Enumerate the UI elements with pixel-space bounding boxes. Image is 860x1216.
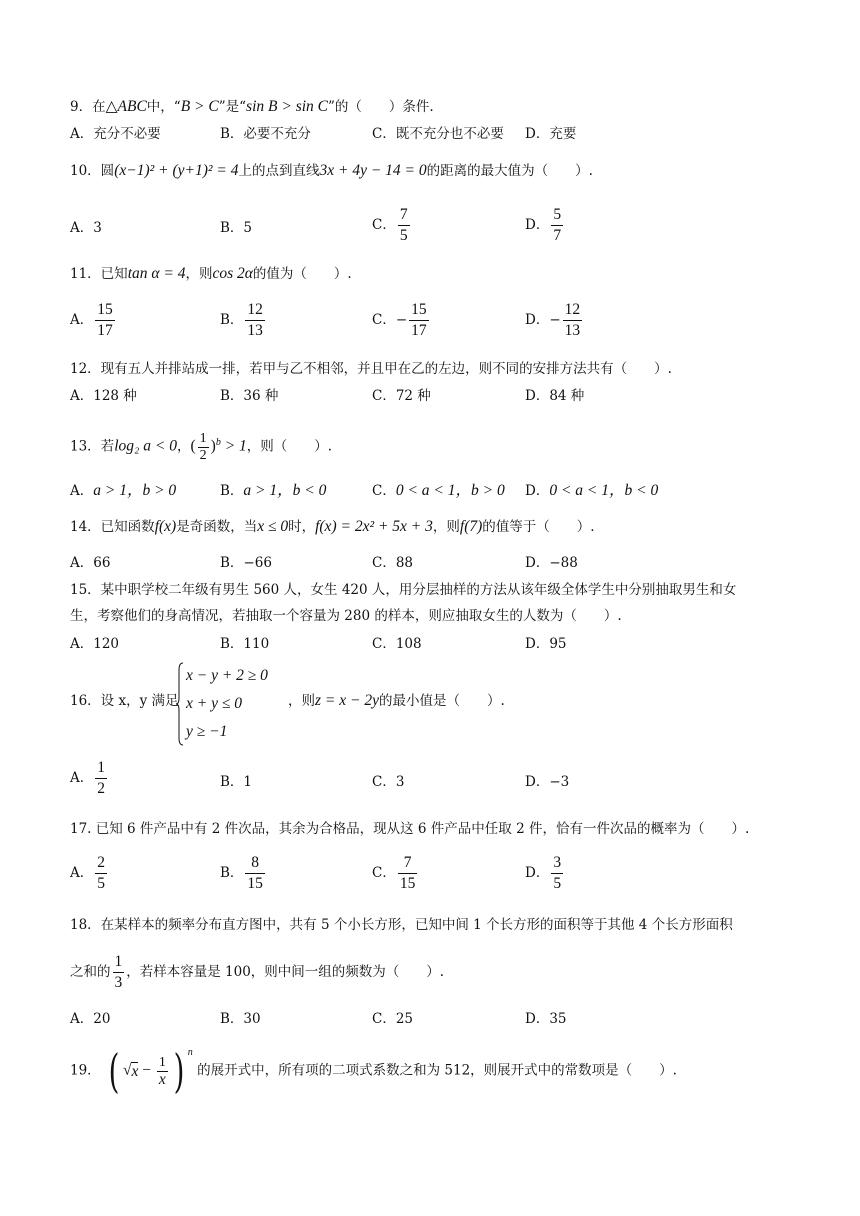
q16-b-value: 1: [243, 774, 253, 790]
q9-math-2: sin B > sin C: [246, 98, 328, 115]
q13-option-a[interactable]: [70, 481, 176, 501]
q11-a-den: 17: [97, 322, 113, 339]
q16-stem-pre: 16．设 x，y 满足: [70, 693, 179, 709]
q17-d-num: 3: [551, 853, 563, 874]
q13-math-log: log₂ a < 0: [114, 437, 177, 455]
q10-math-circle: (x−1)² + (y+1)² = 4: [114, 162, 239, 179]
q10-options: [70, 205, 800, 257]
q14-math-2: x ≤ 0: [257, 518, 289, 535]
q17-d-fraction: [551, 853, 563, 894]
q13-stem-pre: 13．若: [70, 438, 115, 455]
q16-option-b[interactable]: [220, 772, 252, 792]
q17-d-den: 5: [553, 875, 562, 892]
q18-option-a[interactable]: A．20: [70, 1011, 111, 1027]
q11-c-sign: −: [395, 312, 408, 328]
q16-options: [70, 758, 800, 810]
q18-stem-pre: 之和的: [70, 964, 111, 980]
q16-stem-mid: ，则: [288, 693, 315, 709]
q10-d-num: 5: [551, 205, 563, 226]
q16-constraint-1: x − y + 2 ≥ 0: [186, 667, 268, 684]
q17-a-fraction: [95, 853, 107, 894]
question-15-line1: 15．某中职学校二年级有男生 560 人，女生 420 人，用分层抽样的方法从该年级全体学生中分别抽取男生和女: [70, 582, 737, 598]
q10-stem-mid: 上的点到直线: [238, 163, 320, 179]
q16-b-label: B．: [220, 774, 244, 790]
q13-options: [70, 481, 800, 501]
q9-option-b[interactable]: B．必要不充分: [220, 126, 311, 142]
question-16: [70, 662, 800, 744]
q13-paren-close: ): [210, 437, 216, 455]
q13-a-label: A．: [70, 483, 94, 499]
q10-stem-post: 的距离的最大值为（ ）.: [426, 163, 593, 179]
q9-option-c[interactable]: C．既不充分也不必要: [372, 126, 504, 142]
q12-option-a[interactable]: A．128 种: [70, 388, 137, 404]
q10-option-a[interactable]: [70, 218, 102, 238]
q17-options: [70, 853, 800, 905]
q10-math-line: 3x + 4y − 14 = 0: [319, 162, 427, 179]
q16-d-value: −3: [549, 774, 570, 790]
q11-b-fraction: [245, 300, 265, 341]
q18-den: 3: [114, 974, 123, 991]
q19-sqrt-sign: √: [122, 1061, 132, 1079]
q18-options: [70, 1009, 800, 1029]
q19-stem-post: 的展开式中，所有项的二项式系数之和为 512，则展开式中的常数项是（ ）.: [197, 1062, 677, 1079]
q17-a-den: 5: [97, 875, 105, 892]
q13-a-value: a > 1，b > 0: [93, 482, 177, 499]
q16-a-fraction: [95, 758, 107, 799]
q13-option-c[interactable]: [372, 481, 505, 501]
q17-option-a[interactable]: [70, 853, 109, 894]
q10-d-label: D．: [525, 217, 550, 233]
q10-option-c[interactable]: [372, 205, 412, 246]
q9-stem-post: ”的（ ）条件.: [328, 99, 434, 115]
question-18-line2: [70, 949, 800, 995]
q19-paren-close: ): [173, 1044, 185, 1098]
q14-stem-pre: 14．已知函数: [70, 519, 155, 535]
q16-math-z: z = x − 2y: [315, 692, 379, 709]
q19-sqrt-radicand: x: [131, 1062, 139, 1080]
q16-constraint-3: y ≥ −1: [186, 723, 228, 740]
q15-option-c[interactable]: C．108: [372, 636, 422, 652]
q9-stem-mid2: ”是“: [218, 99, 247, 115]
q11-c-den: 17: [411, 322, 427, 339]
q11-a-label: A．: [70, 312, 94, 328]
q17-c-fraction: [398, 853, 418, 894]
q10-d-fraction: [551, 205, 563, 246]
q13-num: 1: [199, 430, 207, 446]
q13-d-value: 0 < a < 1，b < 0: [549, 482, 659, 499]
q10-a-value: 3: [93, 220, 102, 236]
q9-math-1: B > C: [180, 98, 219, 115]
question-10: [70, 161, 800, 181]
q10-b-label: B．: [220, 220, 244, 236]
q13-b-label: B．: [220, 483, 244, 499]
q12-option-c[interactable]: C．72 种: [372, 388, 431, 404]
q18-stem-post: ，若样本容量是 100，则中间一组的频数为（ ）.: [126, 964, 445, 980]
q18-option-b[interactable]: B．30: [220, 1011, 261, 1027]
q16-a-label: A．: [70, 770, 94, 786]
q11-d-den: 13: [564, 322, 581, 339]
q17-option-d[interactable]: [525, 853, 565, 894]
q11-a-num: 15: [95, 300, 115, 321]
q10-stem-pre: 10．圆: [70, 163, 115, 179]
question-14: [70, 517, 800, 537]
q16-option-c[interactable]: [372, 772, 404, 792]
q14-stem-mid1: 是奇函数，当: [176, 519, 258, 535]
q17-a-label: A．: [70, 865, 94, 881]
question-13: [70, 420, 800, 466]
q16-brace-icon: [176, 662, 184, 746]
q11-b-den: 13: [247, 322, 263, 339]
q11-stem-pre: 11．已知: [70, 266, 128, 282]
q14-math-3: f(x) = 2x² + 5x + 3: [315, 518, 433, 535]
q11-option-b[interactable]: [220, 300, 267, 341]
q19-fraction: [157, 1055, 168, 1088]
q16-stem-tail: [288, 691, 505, 711]
question-15-line2: 生，考察他们的身高情况，若抽取一个容量为 280 的样本，则应抽取女生的人数为（ ）.: [70, 608, 622, 624]
q10-d-den: 7: [553, 227, 562, 244]
q11-b-label: B．: [220, 312, 244, 328]
question-11: [70, 264, 800, 284]
q16-constraint-2: x + y ≤ 0: [186, 695, 242, 712]
q17-b-label: B．: [220, 865, 244, 881]
q11-math-2: cos 2α: [212, 265, 253, 282]
q13-exponent: b: [215, 437, 221, 448]
q18-fraction: [113, 952, 125, 993]
q17-option-b[interactable]: [220, 853, 267, 894]
q14-math-1: f(x): [154, 518, 177, 535]
q13-option-b[interactable]: [220, 481, 326, 501]
q11-d-num: 12: [563, 300, 583, 321]
q11-d-label: D．: [525, 312, 550, 328]
q15-options: [70, 634, 800, 654]
q9-math-triangle: △ABC: [105, 98, 147, 115]
question-17: 17. 已知 6 件产品中有 2 件次品，其余为合格品，现从这 6 件产品中任取 2 件，恰有一件次品的概率为（ ）.: [70, 821, 750, 837]
q10-c-label: C．: [372, 217, 396, 233]
q14-math-4: f(7): [459, 518, 483, 535]
q14-option-d[interactable]: D．−88: [525, 555, 578, 571]
q10-b-value: 5: [243, 220, 253, 236]
q15-option-a[interactable]: A．120: [70, 636, 120, 652]
q14-option-a[interactable]: A．66: [70, 555, 111, 571]
q16-constraints: [176, 662, 268, 746]
q13-c-value: 0 < a < 1，b > 0: [395, 482, 505, 499]
q16-d-label: D．: [525, 774, 550, 790]
question-18-line1: 18．在某样本的频率分布直方图中，共有 5 个小长方形，已知中间 1 个长方形的面积等于其他 4 个长方形面积: [70, 917, 733, 933]
q10-option-b[interactable]: [220, 218, 252, 238]
q13-d-label: D．: [525, 483, 550, 499]
q14-stem-mid2: 时，: [288, 519, 316, 535]
q9-stem-mid: 中，“: [146, 99, 181, 115]
q13-option-d[interactable]: [525, 481, 658, 501]
q9-option-a[interactable]: A．充分不必要: [70, 126, 161, 142]
q11-c-label: C．: [372, 312, 396, 328]
q11-math-1: tan α = 4: [127, 265, 186, 282]
q19-minus: −: [138, 1061, 155, 1079]
q16-c-label: C．: [372, 774, 396, 790]
q13-den: 2: [199, 447, 207, 463]
q12-option-d[interactable]: D．84 种: [525, 388, 585, 404]
q10-c-fraction: [398, 205, 410, 246]
q18-num: 1: [113, 952, 125, 973]
q14-options: [70, 553, 800, 573]
q11-stem-post: 的值为（ ）.: [252, 266, 352, 282]
question-12: 12．现有五人并排站成一排，若甲与乙不相邻，并且甲在乙的左边，则不同的安排方法共有（ ）.: [70, 361, 672, 377]
q13-b-value: a > 1，b < 0: [243, 482, 327, 499]
q17-option-c[interactable]: [372, 853, 419, 894]
q11-option-d[interactable]: [525, 300, 584, 341]
q15-option-d[interactable]: D．95: [525, 636, 567, 652]
q13-stem-post: ，则（ ）.: [246, 438, 333, 455]
q17-c-den: 15: [399, 875, 416, 892]
q16-a-num: 1: [95, 758, 107, 779]
q11-b-num: 12: [245, 300, 265, 321]
q17-b-fraction: [245, 853, 265, 894]
q10-c-den: 5: [399, 227, 408, 244]
q11-option-c[interactable]: [372, 300, 431, 341]
q13-math-tail: > 1: [220, 437, 247, 455]
q13-stem-mid: ，: [176, 438, 191, 455]
q12-option-b[interactable]: B．36 种: [220, 388, 279, 404]
q11-a-fraction: [95, 300, 115, 341]
q19-exponent: n: [187, 1047, 193, 1058]
q11-option-a[interactable]: [70, 300, 117, 341]
q19-paren-open: (: [108, 1044, 120, 1098]
q14-stem-post: 的值等于（ ）.: [482, 519, 595, 535]
q17-a-num: 2: [95, 853, 107, 874]
q19-num: 1: [158, 1054, 166, 1070]
q14-option-c[interactable]: C．88: [372, 555, 414, 571]
q10-option-d[interactable]: [525, 205, 565, 246]
q11-d-fraction: [563, 300, 583, 341]
q10-a-label: A．: [70, 220, 94, 236]
q11-stem-mid: ，则: [185, 266, 213, 282]
q15-option-b[interactable]: B．110: [220, 636, 270, 652]
q13-fraction: [198, 431, 209, 464]
q18-option-d[interactable]: D．35: [525, 1011, 567, 1027]
q9-stem-pre: 9．在: [70, 99, 106, 115]
q17-b-den: 15: [247, 875, 263, 892]
q11-c-fraction: [409, 300, 429, 341]
q13-c-label: C．: [372, 483, 396, 499]
q19-stem-pre: 19．: [70, 1062, 101, 1079]
q17-b-num: 8: [245, 853, 265, 874]
q16-stem-post: 的最小值是（ ）.: [378, 693, 505, 709]
q17-d-label: D．: [525, 865, 550, 881]
q11-d-sign: −: [549, 312, 561, 328]
q16-c-value: 3: [395, 774, 405, 790]
q18-option-c[interactable]: C．25: [372, 1011, 414, 1027]
question-19: [70, 1042, 800, 1098]
q11-c-num: 15: [409, 300, 429, 321]
q14-stem-mid3: ，则: [432, 519, 460, 535]
q16-option-a[interactable]: [70, 758, 109, 799]
q16-option-d[interactable]: [525, 772, 569, 792]
q16-a-den: 2: [97, 780, 105, 797]
q13-paren-open: (: [190, 437, 196, 455]
q9-options: [70, 124, 800, 144]
q17-c-num: 7: [398, 853, 418, 874]
q19-den: x: [158, 1070, 166, 1088]
q9-option-d[interactable]: D．充要: [525, 126, 577, 142]
question-9: [70, 97, 800, 117]
q12-options: [70, 386, 800, 406]
q17-c-label: C．: [372, 865, 396, 881]
q11-options: [70, 300, 800, 352]
q10-c-num: 7: [398, 205, 410, 226]
q14-option-b[interactable]: B．−66: [220, 555, 272, 571]
